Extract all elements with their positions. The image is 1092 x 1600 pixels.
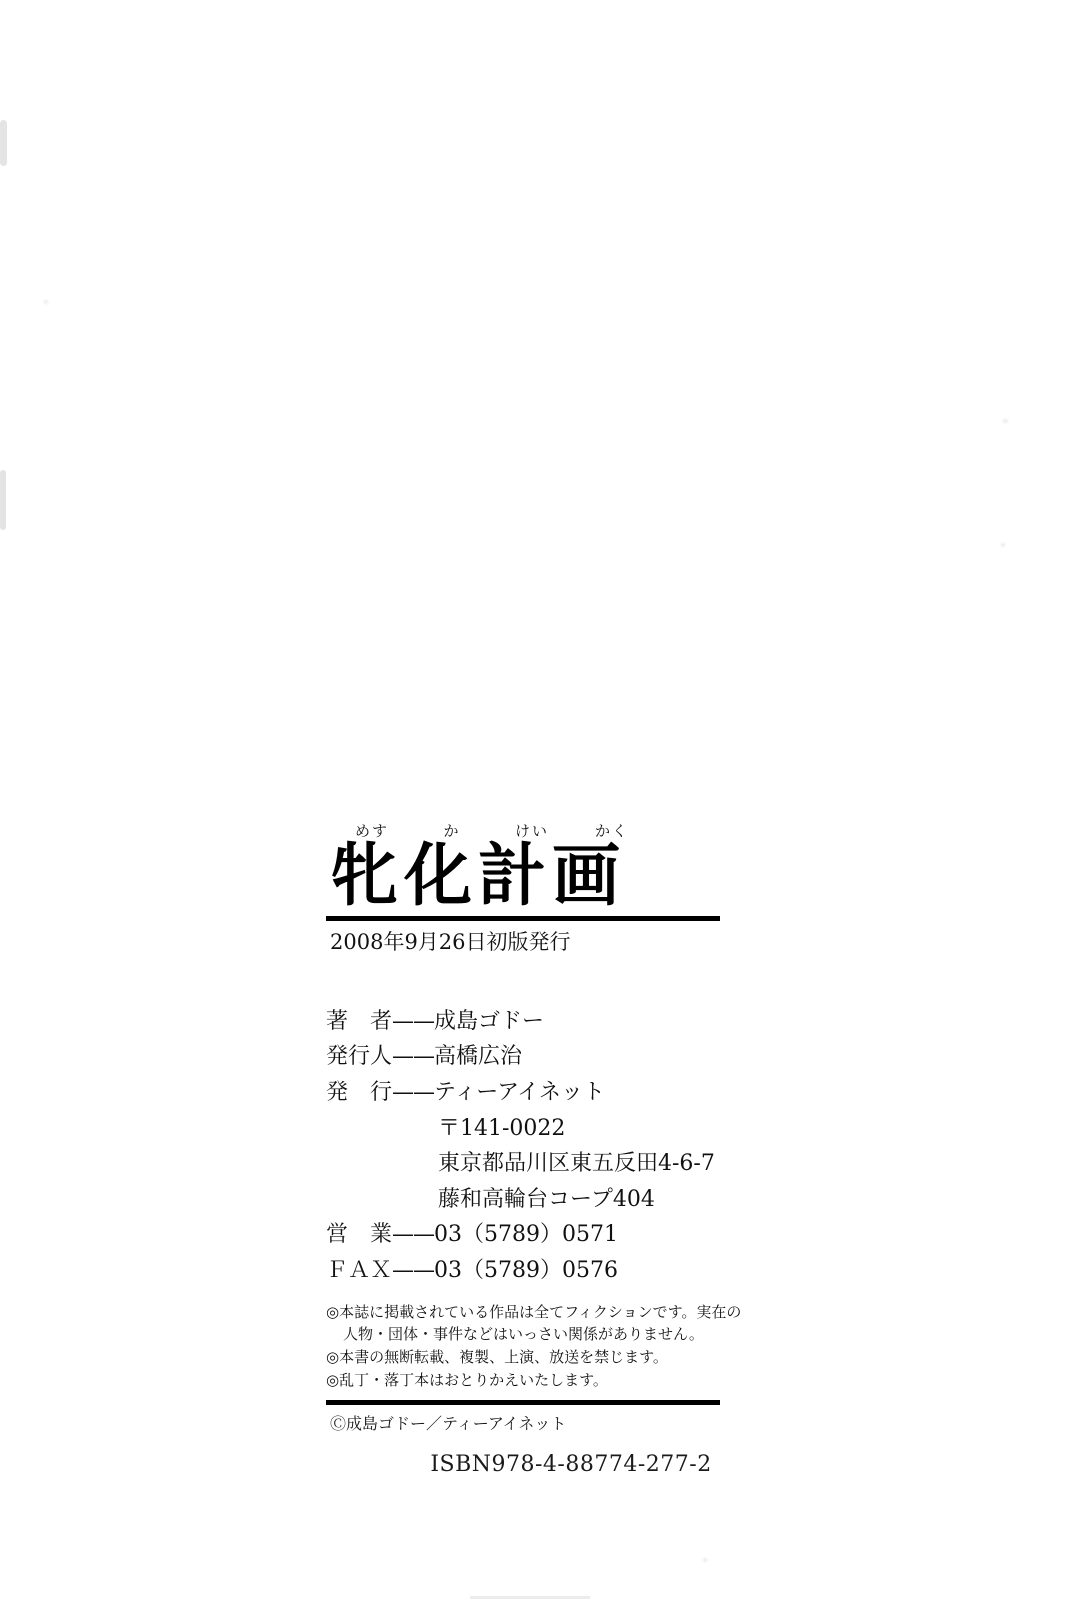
note-row-defective: [326, 1369, 766, 1392]
credit-value-publisher: ティーアイネット: [434, 1079, 605, 1105]
note-marker-fiction: ◎: [326, 1302, 340, 1321]
credit-value-publisher-person: 高橋広治: [434, 1044, 523, 1070]
address-line-street: 東京都品川区東五反田4-6-7: [438, 1151, 715, 1177]
credit-dash-publisher-person: ——: [392, 1044, 435, 1070]
scan-dust-speck-4: [703, 1558, 707, 1562]
contact-value-sales: 03（5789）0571: [434, 1222, 618, 1248]
address-line-postal: 〒141-0022: [438, 1115, 566, 1141]
note-row-reproduction: [326, 1346, 766, 1369]
note-text-fiction: 本誌に掲載されている作品は全てフィクションです。実在の: [339, 1302, 742, 1321]
title-ruby-4: かく: [594, 822, 629, 840]
credit-dash-publisher: ——: [392, 1079, 435, 1105]
credit-label-publisher: 発 行: [326, 1079, 393, 1105]
contact-row-sales: [326, 1217, 766, 1253]
scan-edge-artifact-left-top: [0, 120, 7, 166]
contact-value-fax: 03（5789）0576: [434, 1258, 618, 1283]
credits-list: [326, 1004, 766, 1289]
scan-edge-artifact-bottom: [470, 1596, 590, 1599]
contact-row-fax: [326, 1253, 766, 1289]
title-ruby-1: めす: [354, 822, 389, 840]
credit-row-publisher: [326, 1075, 766, 1111]
note-row-fiction-cont: 人物・団体・事件などはいっさい関係がありません。: [343, 1325, 704, 1344]
scan-edge-artifact-left-mid: [0, 470, 6, 530]
contact-dash-sales: ——: [392, 1222, 435, 1248]
scan-dust-speck-3: [1001, 543, 1005, 547]
title-divider-rule: [326, 916, 720, 921]
title-ruby-2: か: [443, 822, 461, 840]
contact-label-fax: ＦＡＸ: [326, 1258, 393, 1283]
credit-row-publisher-person: [326, 1039, 766, 1075]
footer-divider-rule: [326, 1400, 720, 1405]
contact-dash-fax: ——: [392, 1258, 435, 1283]
isbn-code: ISBN978-4-88774-277-2: [430, 1451, 712, 1477]
scan-dust-speck-1: [44, 300, 48, 304]
title-ruby-3: けい: [514, 822, 549, 840]
note-row-fiction: [326, 1301, 766, 1324]
credit-row-author: [326, 1004, 766, 1040]
scan-dust-speck-2: [1003, 419, 1008, 423]
address-line-building: 藤和高輪台コープ404: [438, 1186, 655, 1212]
book-title-group: [326, 820, 766, 956]
credit-dash-author: ——: [392, 1008, 435, 1034]
book-title: 牝化計画: [330, 836, 627, 916]
note-text-reproduction: 本書の無断転載、複製、上演、放送を禁じます。: [339, 1348, 668, 1367]
copyright-line: Ⓒ成島ゴドー／ティーアイネット: [330, 1413, 567, 1433]
note-text-defective: 乱丁・落丁本はおとりかえいたします。: [339, 1371, 608, 1390]
contact-label-sales: 営 業: [326, 1222, 393, 1248]
credit-label-author: 著 者: [326, 1008, 393, 1034]
credit-label-publisher-person: 発行人: [326, 1044, 393, 1070]
legal-notes: [326, 1301, 766, 1392]
colophon-block: [326, 820, 766, 1477]
publish-date: 2008年9月26日初版発行: [330, 929, 571, 954]
note-marker-defective: ◎: [326, 1371, 340, 1390]
credit-value-author: 成島ゴドー: [434, 1008, 545, 1034]
note-marker-reproduction: ◎: [326, 1348, 340, 1367]
